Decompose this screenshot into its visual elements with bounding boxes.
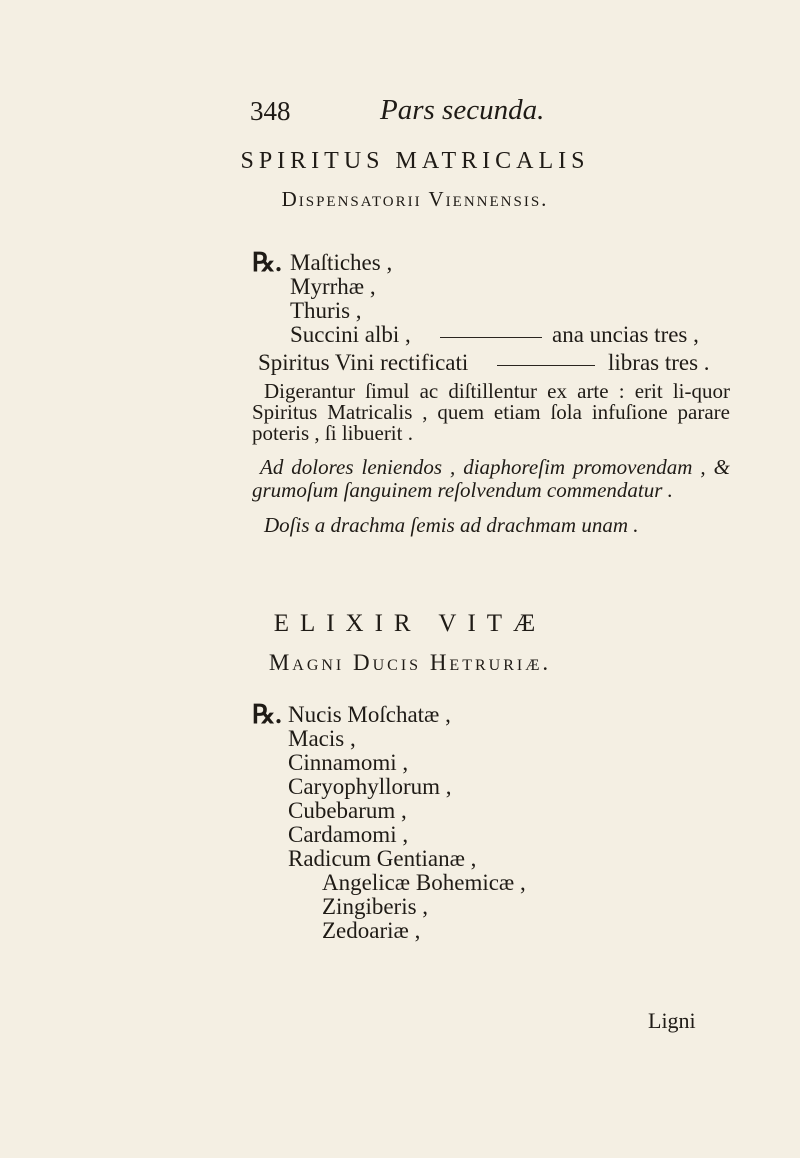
ingredient-line: Macis , [288, 726, 356, 751]
ingredient-line: Cardamomi , [288, 822, 409, 847]
catchword: Ligni [648, 1008, 696, 1033]
ingredient-line: Nucis Moſchatæ , [288, 702, 451, 727]
dose-line: Doſis a drachma ſemis ad drachmam unam . [264, 513, 639, 537]
recipe-title-elixir: ELIXIR VITÆ [273, 610, 547, 637]
ingredient-line: Radicum Gentianæ , [288, 846, 477, 871]
recipe-subtitle-magni-ducis: Magni Ducis Hetruriæ. [268, 650, 552, 675]
ingredient-line: Thuris , [290, 298, 362, 323]
quantity-text: ana uncias tres , [552, 322, 699, 347]
rx-symbol: ℞. [252, 700, 282, 729]
rx-symbol: ℞. [252, 248, 282, 277]
instructions-paragraph: Digerantur ſimul ac diſtillentur ex arte : erit li-quor Spiritus Matricalis , quem etiam ſola infuſione parare poteris , ſi libuerit . [252, 379, 730, 445]
ingredient-line: Succini albi , [290, 322, 411, 347]
page-number: 348 [250, 96, 291, 126]
ingredient-line: Cinnamomi , [288, 750, 409, 775]
ingredient-line: Caryophyllorum , [288, 774, 452, 799]
indication-paragraph: Ad dolores leniendos , diaphoreſim promovendam , & grumoſum ſanguinem reſolvendum commendatur . [252, 455, 730, 502]
ingredient-line: Zedoariæ , [322, 918, 421, 943]
ingredient-line: Myrrhæ , [290, 274, 376, 299]
ingredient-line: Cubebarum , [288, 798, 407, 823]
recipe-title-spiritus: SPIRITUS MATRICALIS [240, 148, 590, 174]
ingredient-line: Spiritus Vini rectificati [258, 350, 469, 375]
recipe-subtitle-dispensatorii: Dispensatorii Viennensis. [281, 187, 549, 211]
ingredient-line: Zingiberis , [322, 894, 429, 919]
leader-dash [440, 337, 542, 338]
running-title: Pars secunda. [380, 94, 545, 126]
leader-dash [497, 365, 595, 366]
quantity-text: libras tres . [608, 350, 710, 375]
ingredient-line: Angelicæ Bohemicæ , [322, 870, 526, 895]
ingredient-line: Maſtiches , [290, 250, 393, 275]
